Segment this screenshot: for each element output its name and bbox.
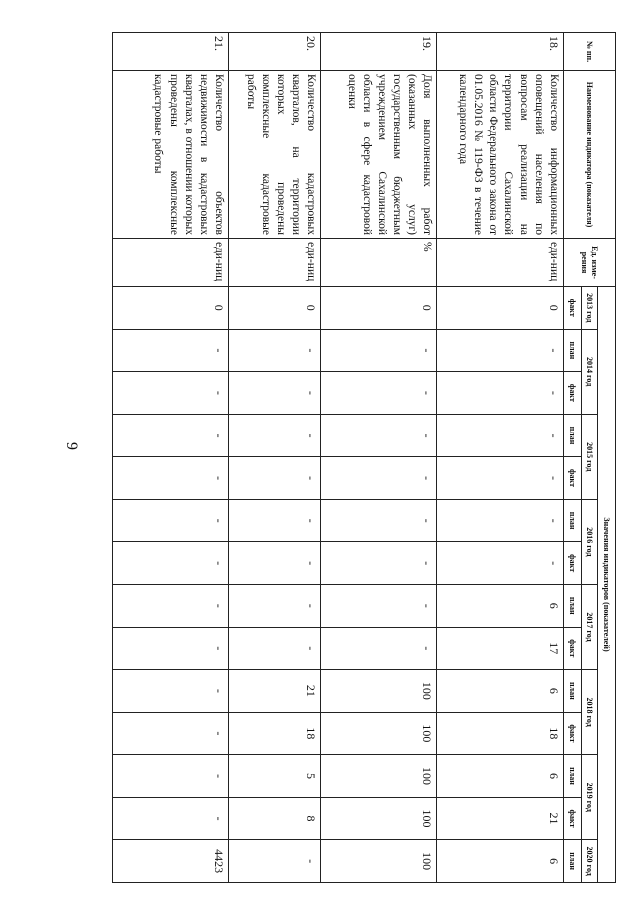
header-values-title: Значения индикаторов (показателей) [598, 287, 616, 883]
header-year: 2016 год [582, 499, 598, 584]
indicator-name: Доля выполненных работ (оказанных услуг) государственным бюджетным учреждением Сахалинской области в сфере кадастровой оценки [321, 71, 437, 239]
value-cell: 100 [321, 840, 437, 883]
row-number: 19. [321, 33, 437, 71]
value-cell: 18 [437, 712, 564, 755]
header-plan: план [564, 329, 582, 372]
header-unit: Ед. изме-рения [564, 239, 616, 287]
value-cell: - [113, 414, 229, 457]
value-cell: - [113, 670, 229, 713]
value-cell: 6 [437, 584, 564, 627]
value-cell: 0 [321, 287, 437, 330]
indicator-name: Количество кадастровых кварталов, на территории которых проведены комплексные кадастровые работы [229, 71, 321, 239]
value-cell: 0 [437, 287, 564, 330]
value-cell: 100 [321, 670, 437, 713]
value-cell: - [229, 414, 321, 457]
value-cell: 0 [113, 287, 229, 330]
header-year: 2017 год [582, 584, 598, 669]
indicator-name: Количество информационных оповещений населения по вопросам реализации на территории Сахалинской области Федерального закона от 01.05.2016 № 119-ФЗ в течение календарного года [437, 71, 564, 239]
unit-cell: еди-ниц [229, 239, 321, 287]
value-cell: - [229, 372, 321, 415]
header-plan: план [564, 414, 582, 457]
header-fact: факт [564, 797, 582, 840]
header-year: 2014 год [582, 329, 598, 414]
value-cell: - [437, 329, 564, 372]
header-fact: факт [564, 627, 582, 670]
value-cell: - [321, 457, 437, 500]
table-row [437, 33, 564, 883]
value-cell: 0 [229, 287, 321, 330]
value-cell: - [113, 499, 229, 542]
value-cell: - [113, 457, 229, 500]
header-fact: факт [564, 372, 582, 415]
value-cell: 6 [437, 670, 564, 713]
value-cell: - [321, 329, 437, 372]
value-cell: - [113, 627, 229, 670]
value-cell: 21 [437, 797, 564, 840]
unit-cell: % [321, 239, 437, 287]
row-number: 20. [229, 33, 321, 71]
header-name: Наименование индикатора (показателя) [564, 71, 616, 239]
value-cell: - [229, 329, 321, 372]
value-cell: - [229, 627, 321, 670]
header-num: № пп. [564, 33, 616, 71]
header-year: 2019 год [582, 755, 598, 840]
rotated-page-content [112, 32, 616, 882]
header-plan: план [564, 840, 582, 883]
value-cell: - [229, 584, 321, 627]
value-cell: 6 [437, 755, 564, 798]
value-cell: 100 [321, 712, 437, 755]
value-cell: - [321, 414, 437, 457]
header-year: 2020 год [582, 840, 598, 883]
value-cell: - [229, 542, 321, 585]
value-cell: - [437, 542, 564, 585]
value-cell: 100 [321, 755, 437, 798]
value-cell: 18 [229, 712, 321, 755]
value-cell: - [321, 584, 437, 627]
header-fact: факт [564, 457, 582, 500]
value-cell: 21 [229, 670, 321, 713]
value-cell: - [113, 542, 229, 585]
header-fact: факт [564, 712, 582, 755]
header-plan: план [564, 670, 582, 713]
header-fact: факт [564, 542, 582, 585]
value-cell: - [437, 499, 564, 542]
value-cell: 17 [437, 627, 564, 670]
value-cell: - [229, 457, 321, 500]
value-cell: - [113, 755, 229, 798]
value-cell: - [437, 372, 564, 415]
value-cell: - [113, 329, 229, 372]
table-row [321, 33, 437, 883]
indicator-name: Количество объектов недвижимости в кадастровых кварталах, в отношении которых проведены комплексные кадастровые работы [113, 71, 229, 239]
header-year: 2018 год [582, 670, 598, 755]
table-row [113, 33, 229, 883]
header-plan: план [564, 499, 582, 542]
value-cell: - [113, 712, 229, 755]
value-cell: - [437, 414, 564, 457]
row-number: 18. [437, 33, 564, 71]
header-year: 2013 год [582, 287, 598, 330]
value-cell: 4423 [113, 840, 229, 883]
value-cell: - [321, 372, 437, 415]
header-plan: план [564, 584, 582, 627]
value-cell: - [113, 797, 229, 840]
header-plan: план [564, 755, 582, 798]
value-cell: - [437, 457, 564, 500]
row-number: 21. [113, 33, 229, 71]
indicators-table [112, 32, 616, 883]
value-cell: 8 [229, 797, 321, 840]
header-fact: факт [564, 287, 582, 330]
value-cell: - [321, 542, 437, 585]
unit-cell: еди-ниц [113, 239, 229, 287]
value-cell: 5 [229, 755, 321, 798]
value-cell: - [113, 372, 229, 415]
value-cell: - [229, 499, 321, 542]
page-number: 9 [63, 442, 80, 450]
table-row [229, 33, 321, 883]
header-year: 2015 год [582, 414, 598, 499]
value-cell: - [321, 499, 437, 542]
value-cell: 6 [437, 840, 564, 883]
value-cell: - [113, 584, 229, 627]
value-cell: - [229, 840, 321, 883]
unit-cell: еди-ниц [437, 239, 564, 287]
value-cell: 100 [321, 797, 437, 840]
value-cell: - [321, 627, 437, 670]
